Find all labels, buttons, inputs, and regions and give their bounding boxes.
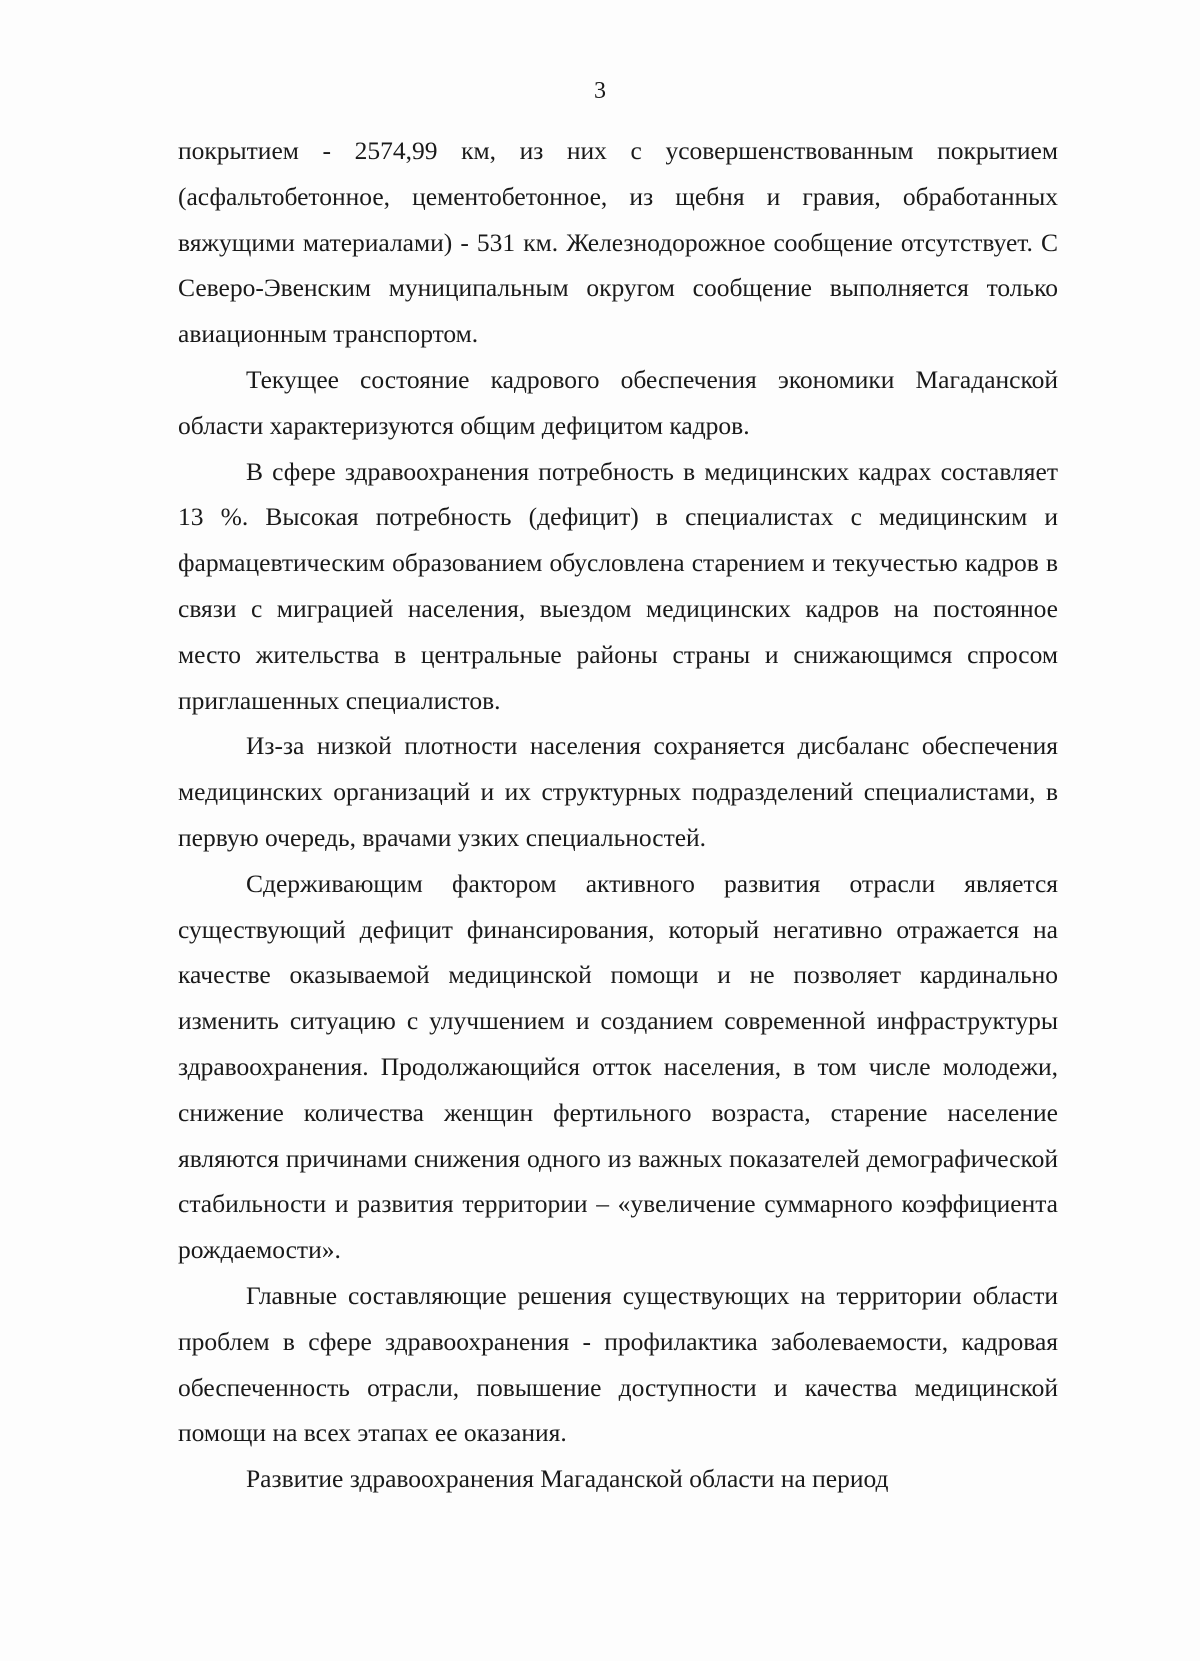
paragraph-healthcare-demand: В сфере здравоохранения потребность в медицинских кадрах составляет 13 %. Высокая потребность (дефицит) в специалистах с медицинским и фармацевтическим образованием обусловлена старением и текучестью кадров в связи с миграцией населения, выездом медицинских кадров на постоянное место жительства в центральные районы страны и снижающимся спросом приглашенных специалистов. (178, 456, 1058, 715)
paragraph-development: Развитие здравоохранения Магаданской области на период (246, 1464, 889, 1494)
page-number: 3 (594, 78, 606, 104)
paragraph-staffing-state: Текущее состояние кадрового обеспечения экономики Магаданской области характеризуются общим дефицитом кадров. (178, 364, 1058, 440)
paragraph-imbalance: Из-за низкой плотности населения сохраняется дисбаланс обеспечения медицинских организаций и их структурных подразделений специалистами, в первую очередь, врачами узких специальностей. (178, 731, 1058, 852)
paragraph-funding-deficit: Сдерживающим фактором активного развития отрасли является существующий дефицит финансирования, который негативно отражается на качестве оказываемой медицинской помощи и не позволяет кардинально изменить ситуацию с улучшением и созданием современной инфраструктуры здравоохранения. Продолжающийся отток населения, в том числе молодежи, снижение количества женщин фертильного возраста, старение население являются причинами снижения одного из важных показателей демографической стабильности и развития территории – «увеличение суммарного коэффициента рождаемости». (178, 868, 1058, 1265)
document-body (178, 128, 1058, 1502)
paragraph-main-components: Главные составляющие решения существующих на территории области проблем в сфере здравоохранения - профилактика заболеваемости, кадровая обеспеченность отрасли, повышение доступности и качества медицинской помощи на всех этапах ее оказания. (178, 1280, 1058, 1448)
paragraph-roads-continued: покрытием - 2574,99 км, из них с усовершенствованным покрытием (асфальтобетонное, цементобетонное, из щебня и гравия, обработанных вяжущими материалами) - 531 км. Железнодорожное сообщение отсутствует. С Северо-Эвенским муниципальным округом сообщение выполняется только авиационным транспортом. (178, 136, 1058, 349)
